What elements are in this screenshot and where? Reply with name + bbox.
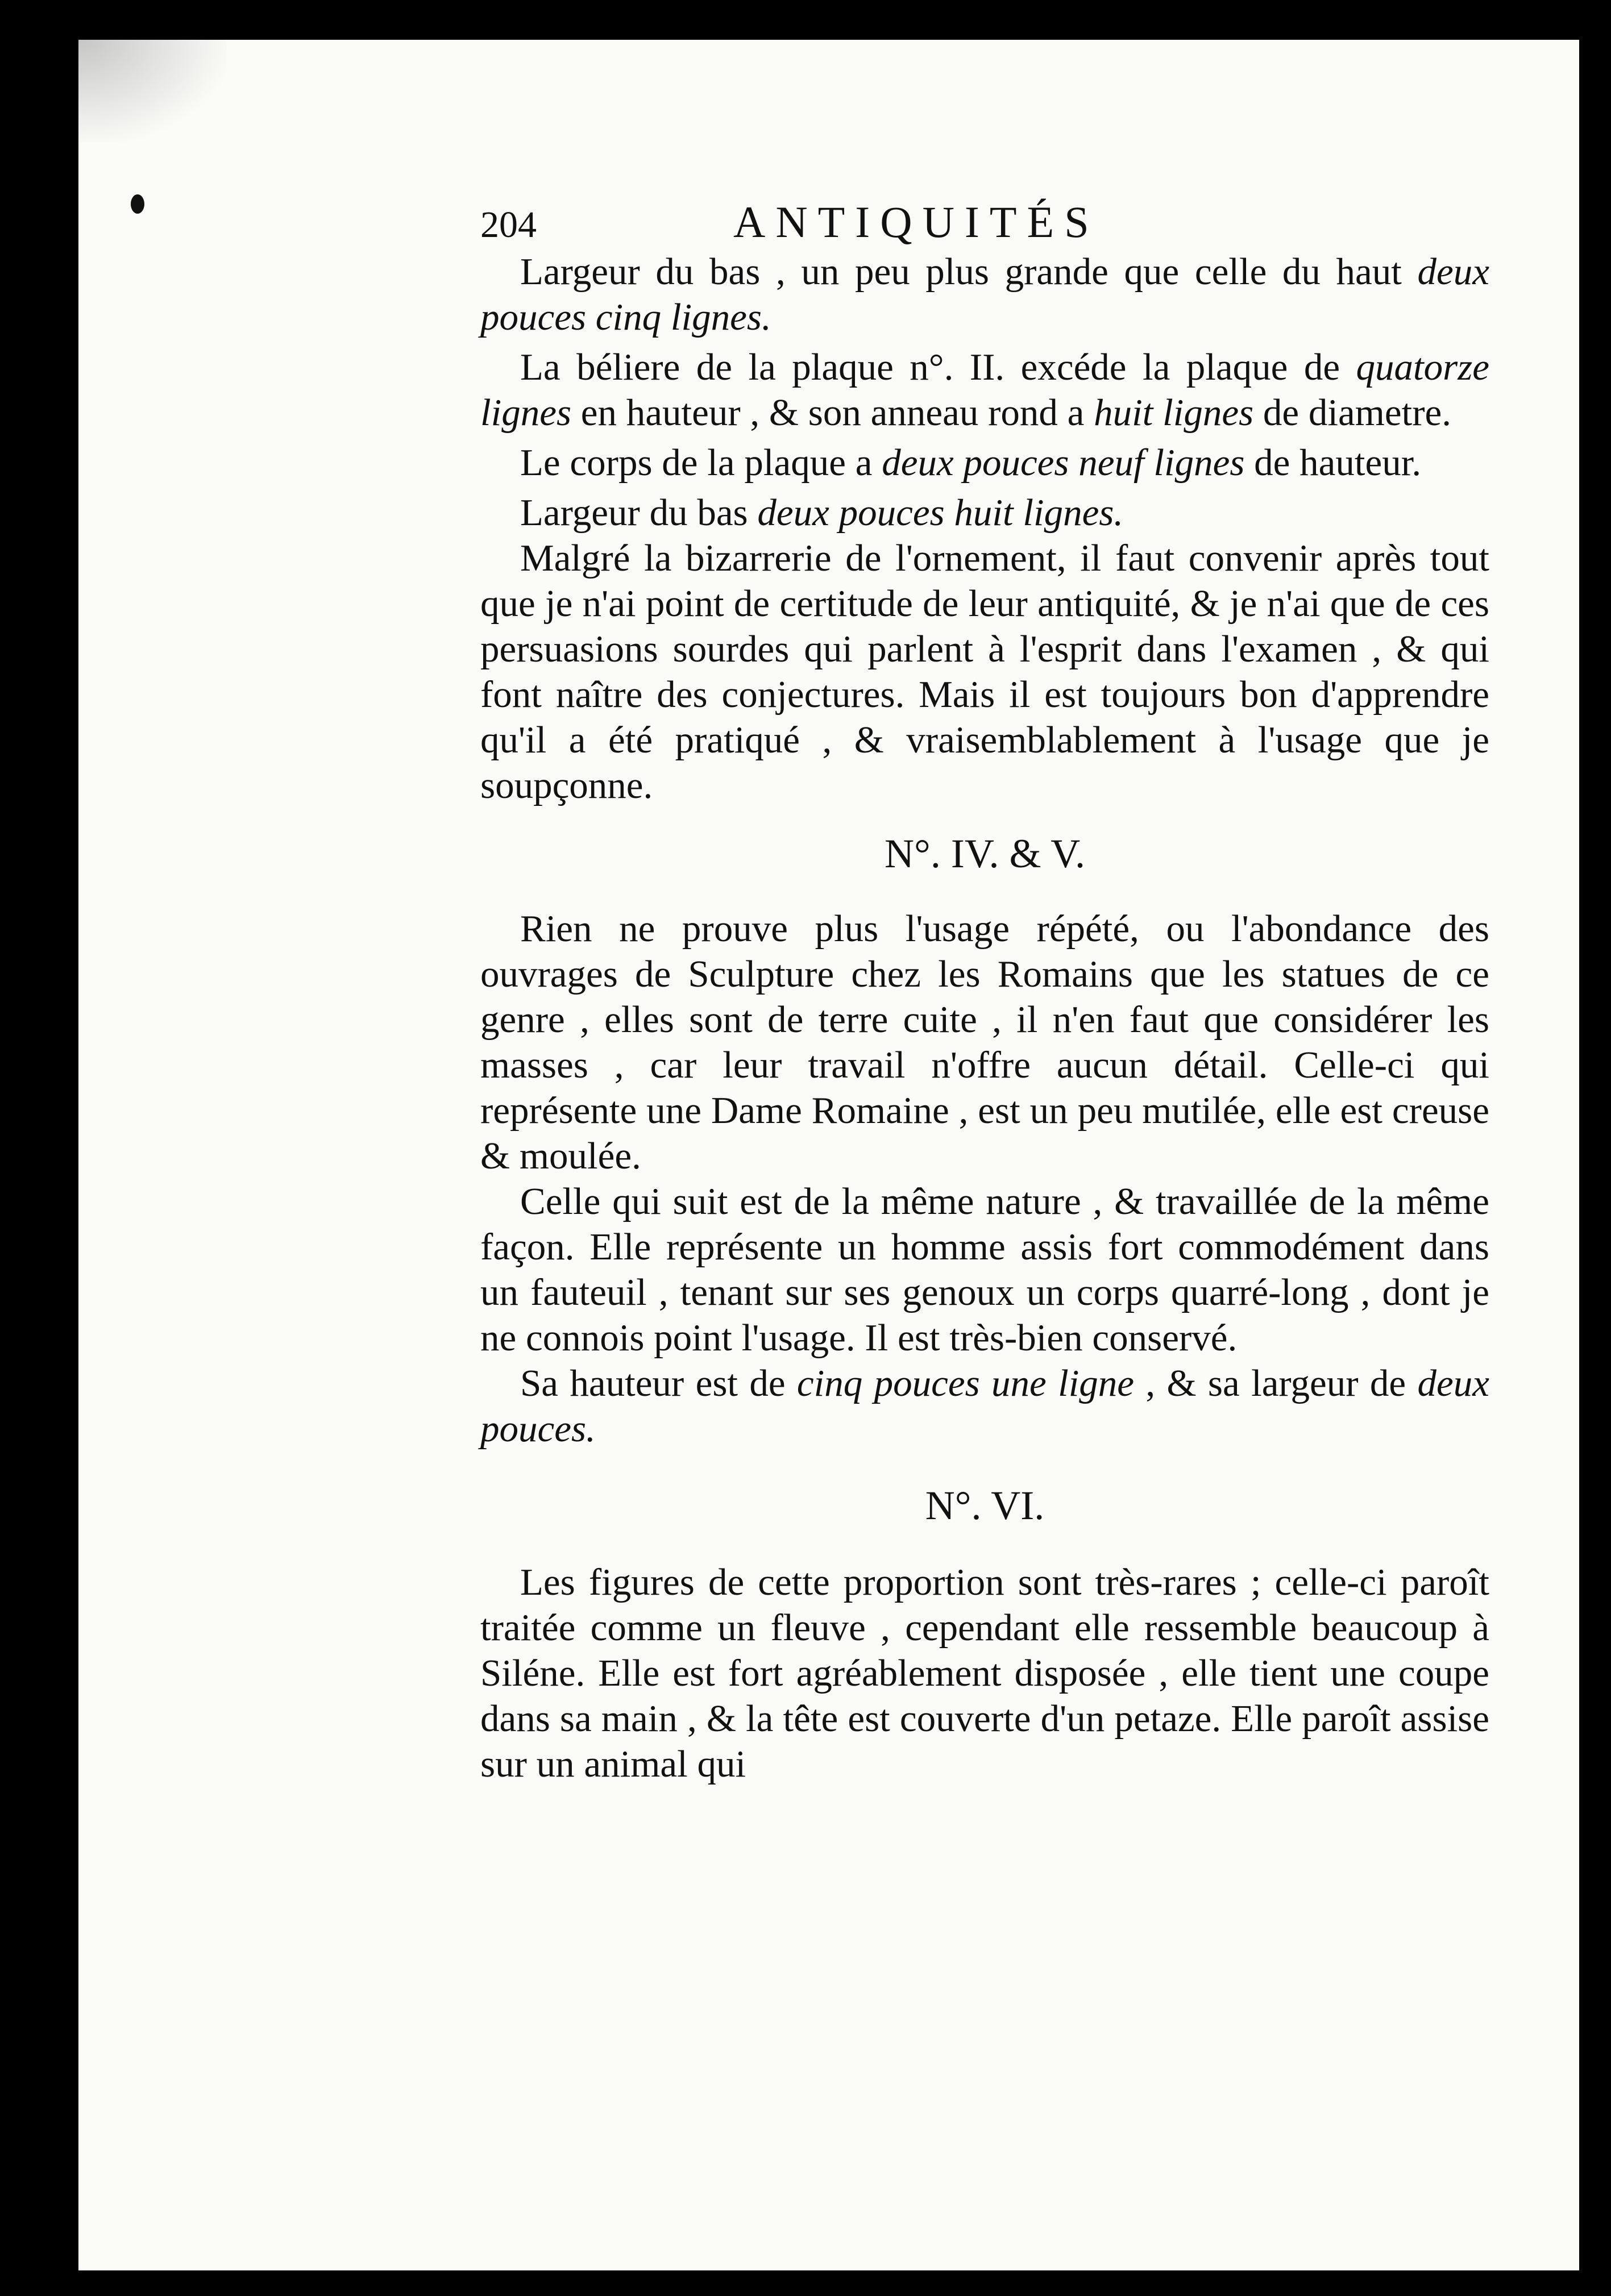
text-block xyxy=(480,186,1489,1787)
paragraph: Largeur du bas , un peu plus grande que celle du haut deux pouces cinq lignes. xyxy=(480,251,1489,338)
book-page xyxy=(78,40,1579,2270)
paragraph: Sa hauteur est de cinq pouces une ligne , & sa largeur de deux pouces. xyxy=(480,1362,1489,1450)
paragraph: Rien ne prouve plus l'usage répété, ou l'abondance des ouvrages de Sculpture chez les Romains que les statues de ce genre , elles sont de terre cuite , il n'en faut que considérer les masses , car leur travail n'offre aucun détail. Celle-ci qui représente une Dame Romaine , est un peu mutilée, elle est creuse & moulée. xyxy=(480,908,1489,1177)
paragraph: La béliere de la plaque n°. II. excéde la plaque de quatorze lignes en hauteur , & son anneau rond a huit lignes de diametre. xyxy=(480,346,1489,434)
paragraph: Malgré la bizarrerie de l'ornement, il faut convenir après tout que je n'ai point de certitude de leur antiquité, & je n'ai que de ces persuasions sourdes qui parlent à l'esprit dans l'examen , & qui font naître des conjectures. Mais il est toujours bon d'apprendre qu'il a été pratiqué , & vraisemblablement à l'usage que je soupçonne. xyxy=(480,537,1489,806)
running-title: ANTIQUITÉS xyxy=(733,197,1099,247)
margin-ink-spot xyxy=(131,194,144,214)
paragraph: Celle qui suit est de la même nature , & travaillée de la même façon. Elle représente un homme assis fort commodément dans un fauteuil , tenant sur ses genoux un corps quarré-long , dont je ne connois point l'usage. Il est très-bien conservé. xyxy=(480,1180,1489,1359)
paragraph: Largeur du bas deux pouces huit lignes. xyxy=(520,492,1124,534)
running-head xyxy=(480,186,1489,249)
page-number: 204 xyxy=(480,204,537,246)
paragraph: Le corps de la plaque a deux pouces neuf lignes de hauteur. xyxy=(520,442,1422,484)
section-heading: N°. IV. & V. xyxy=(885,831,1085,876)
paragraph: Les figures de cette proportion sont très-rares ; celle-ci paroît traitée comme un fleuve , cependant elle ressemble beaucoup à Siléne. Elle est fort agréablement disposée , elle tient une coupe dans sa main , & la tête est couverte d'un petaze. Elle paroît assise sur un animal qui xyxy=(480,1561,1489,1785)
page-edge-shadow xyxy=(78,40,226,142)
section-heading: N°. VI. xyxy=(925,1483,1045,1528)
